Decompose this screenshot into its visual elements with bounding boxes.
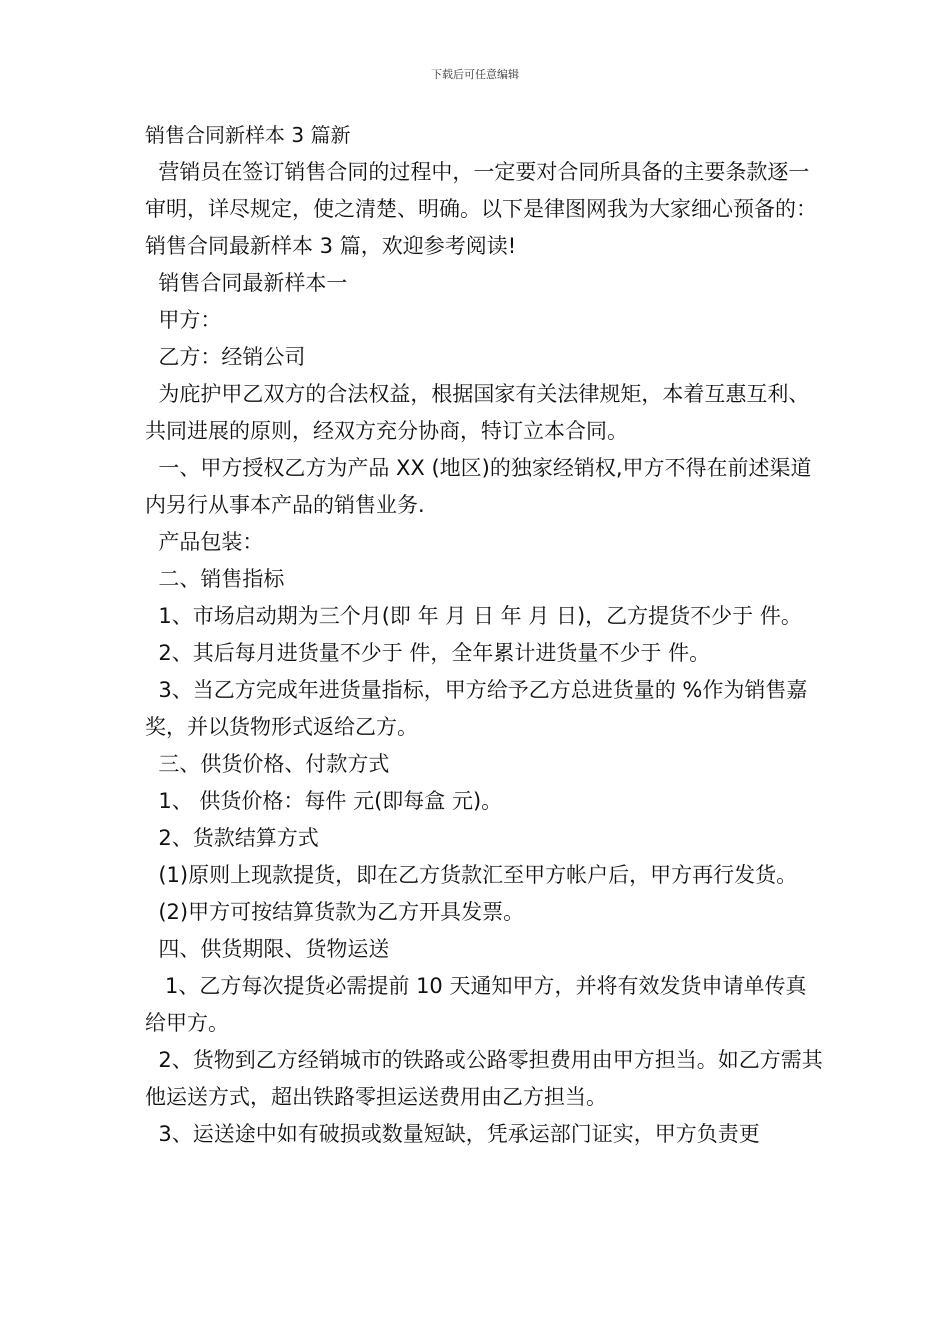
page-header-note: 下载后可任意编辑 — [431, 68, 519, 81]
paragraph-clause-3-1: 1、 供货价格：每件 元(即每盒 元)。 — [145, 789, 503, 813]
paragraph-clause-2-heading: 二、销售指标 — [145, 567, 285, 591]
paragraph-intro: 营销员在签订销售合同的过程中，一定要对合同所具备的主要条款逐一审明，详尽规定，使之清楚、明确。以下是律图网我为大家细心预备的：销售合同最新样本 3 篇，欢迎参考阅读! — [145, 160, 817, 258]
paragraph-clause-1: 一、甲方授权乙方为产品 XX (地区)的独家经销权,甲方不得在前述渠道内另行从事本产品的销售业务. — [145, 456, 812, 517]
paragraph-clause-2-3: 3、当乙方完成年进货量指标，甲方给予乙方总进货量的 %作为销售嘉奖，并以货物形式返给乙方。 — [145, 678, 808, 739]
paragraph-purpose: 为庇护甲乙双方的合法权益，根据国家有关法律规矩，本着互惠互利、共同进展的原则，经双方充分协商，特订立本合同。 — [145, 382, 810, 443]
document-body — [145, 117, 825, 1153]
paragraph-clause-3-2-1: (1)原则上现款提货，即在乙方货款汇至甲方帐户后，甲方再行发货。 — [145, 863, 798, 887]
paragraph-clause-4-1: 1、乙方每次提货必需提前 10 天通知甲方，并将有效发货申请单传真给甲方。 — [145, 974, 807, 1035]
paragraph-clause-3-heading: 三、供货价格、付款方式 — [145, 752, 390, 776]
paragraph-clause-3-2-2: (2)甲方可按结算货款为乙方开具发票。 — [145, 900, 525, 924]
paragraph-clause-4-3: 3、运送途中如有破损或数量短缺，凭承运部门证实，甲方负责更 — [145, 1122, 760, 1146]
paragraph-clause-4-2: 2、货物到乙方经销城市的铁路或公路零担费用由甲方担当。如乙方需其他运送方式，超出铁路零担运送费用由乙方担当。 — [145, 1048, 823, 1109]
paragraph-clause-3-2: 2、货款结算方式 — [145, 826, 319, 850]
paragraph-clause-2-1: 1、市场启动期为三个月(即 年 月 日 年 月 日)，乙方提货不少于 件。 — [145, 604, 802, 628]
paragraph-clause-4-heading: 四、供货期限、货物运送 — [145, 937, 390, 961]
paragraph-sample-heading: 销售合同最新样本一 — [145, 271, 348, 295]
document-title: 销售合同新样本 3 篇新 — [145, 123, 351, 147]
paragraph-party-b: 乙方：经销公司 — [145, 345, 306, 369]
paragraph-packaging: 产品包装： — [145, 530, 264, 554]
paragraph-clause-2-2: 2、其后每月进货量不少于 件，全年累计进货量不少于 件。 — [145, 641, 711, 665]
paragraph-party-a: 甲方： — [145, 308, 222, 332]
